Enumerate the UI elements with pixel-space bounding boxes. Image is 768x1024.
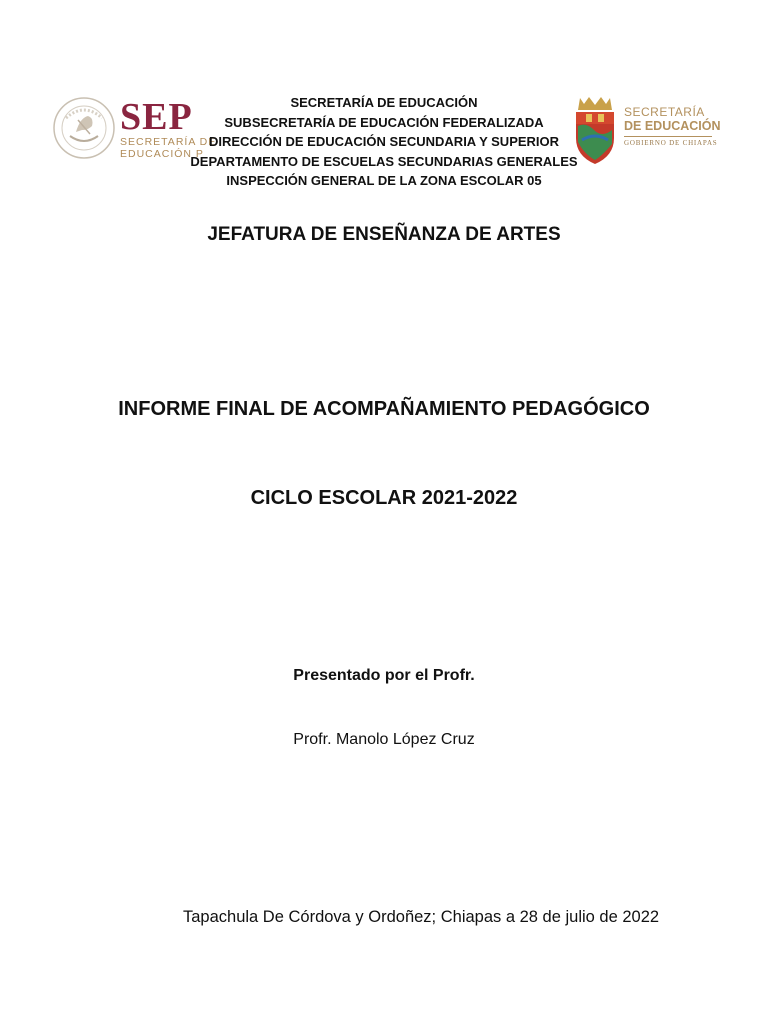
mexico-national-seal-icon bbox=[52, 96, 116, 160]
chiapas-logo-line-3: GOBIERNO DE CHIAPAS bbox=[624, 139, 718, 147]
header-line: DIRECCIÓN DE EDUCACIÓN SECUNDARIA Y SUPERIOR bbox=[208, 134, 560, 149]
chiapas-logo-divider bbox=[624, 136, 712, 137]
sep-logo-word: SEP bbox=[120, 96, 193, 138]
chiapas-coat-of-arms-icon bbox=[572, 94, 618, 166]
place-and-date: Tapachula De Córdova y Ordoñez; Chiapas a 28 de julio de 2022 bbox=[183, 908, 660, 926]
author-name: Profr. Manolo López Cruz bbox=[293, 731, 475, 748]
school-cycle: CICLO ESCOLAR 2021-2022 bbox=[250, 487, 518, 509]
chiapas-logo-line-2: DE EDUCACIÓN bbox=[624, 119, 721, 133]
sep-logo-sub-line-1: SECRETARÍA DE bbox=[120, 136, 217, 148]
sep-logo-sub-line-2: EDUCACIÓN P bbox=[120, 148, 204, 160]
document-subtitle: JEFATURA DE ENSEÑANZA DE ARTES bbox=[207, 224, 561, 245]
document-title: INFORME FINAL DE ACOMPAÑAMIENTO PEDAGÓGICO bbox=[118, 398, 650, 420]
institution-header bbox=[184, 93, 584, 191]
chiapas-education-logo bbox=[624, 106, 724, 156]
chiapas-logo-line-1: SECRETARÍA bbox=[624, 105, 705, 119]
header-line: SUBSECRETARÍA DE EDUCACIÓN FEDERALIZADA bbox=[224, 114, 544, 130]
header-line: INSPECCIÓN GENERAL DE LA ZONA ESCOLAR 05 bbox=[226, 173, 542, 188]
header-line: SECRETARÍA DE EDUCACIÓN bbox=[290, 95, 478, 110]
presented-by-label: Presentado por el Profr. bbox=[293, 667, 475, 684]
header-line: DEPARTAMENTO DE ESCUELAS SECUNDARIAS GENERALES bbox=[190, 153, 578, 169]
